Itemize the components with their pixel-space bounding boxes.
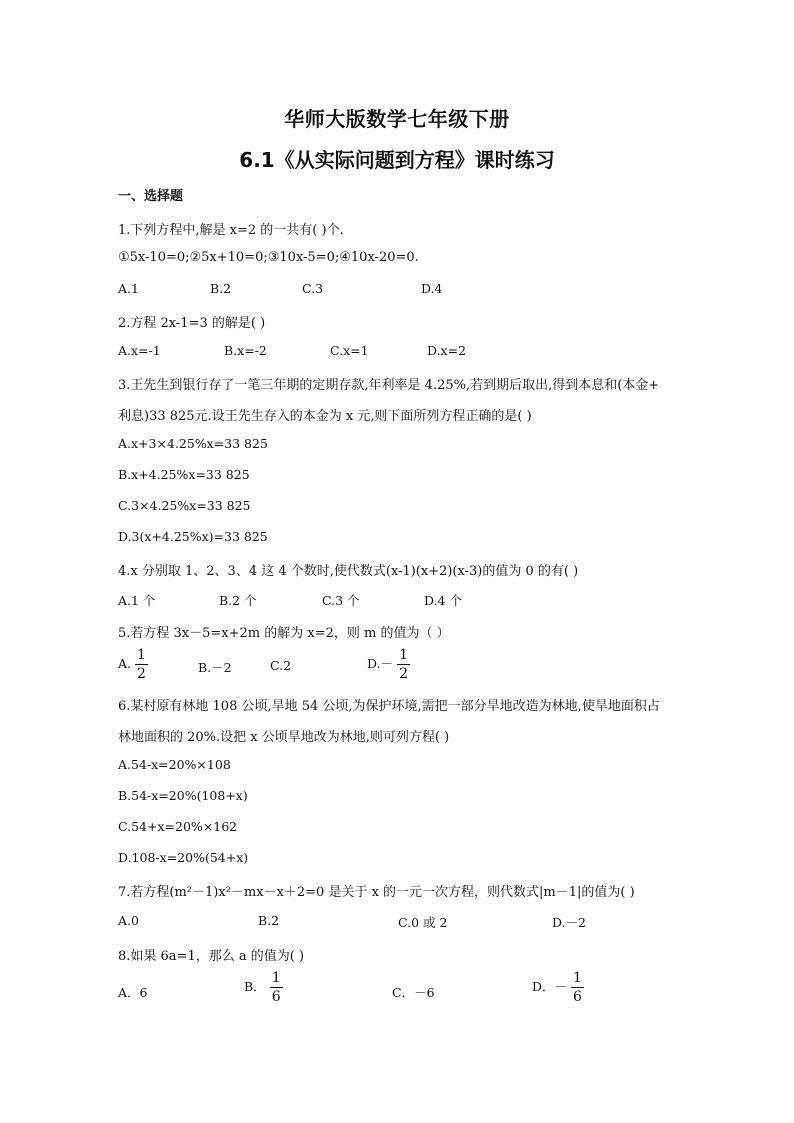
q1-option-a: A.1 — [118, 281, 139, 296]
q8-option-b — [244, 971, 283, 1004]
q4-option-b: B.2 个 — [219, 593, 257, 608]
document-subtitle: 6.1《从实际问题到方程》课时练习 — [239, 148, 555, 172]
fraction-denominator: 6 — [271, 989, 281, 1005]
q3-option-d: D.3(x+4.25%x)=33 825 — [118, 529, 268, 544]
question-6-stem-line1: 6.某村原有林地 108 公顷,旱地 54 公顷,为保护环境,需把一部分旱地改造为林地,使旱地面积占 — [118, 699, 660, 714]
section-heading: 一、选择题 — [118, 189, 184, 204]
fraction — [270, 971, 283, 1004]
q6-option-d: D.108-x=20%(54+x) — [118, 850, 249, 865]
q7-option-d: D.－2 — [552, 915, 587, 930]
q8-option-b-label: B． — [244, 979, 266, 994]
q3-option-b: B.x+4.25%x=33 825 — [118, 467, 250, 482]
q1-option-c: C.3 — [302, 281, 324, 296]
question-8-stem: 8.如果 6a=1，那么 a 的值为( ) — [118, 949, 305, 964]
question-1-stem: 1.下列方程中,解是 x=2 的一共有( )个. — [118, 223, 344, 238]
fraction — [571, 971, 584, 1004]
q4-option-c: C.3 个 — [322, 593, 360, 608]
q4-option-a: A.1 个 — [118, 593, 156, 608]
q2-option-d: D.x=2 — [427, 343, 467, 358]
fraction — [135, 648, 148, 681]
q1-option-d: D.4 — [421, 281, 443, 296]
q1-option-b: B.2 — [210, 281, 232, 296]
question-3-stem-line2: 利息)33 825元.设王先生存入的本金为 x 元,则下面所列方程正确的是( ) — [118, 409, 532, 424]
q3-option-c: C.3×4.25%x=33 825 — [118, 498, 251, 513]
question-7-stem: 7.若方程(m²－1)x²－mx－x＋2=0 是关于 x 的一元一次方程，则代数式|m－1|的值为( ) — [118, 885, 635, 900]
q5-option-c: C.2 — [270, 658, 292, 673]
q4-option-d: D.4 个 — [424, 593, 462, 608]
question-2-stem: 2.方程 2x-1=3 的解是( ) — [118, 316, 266, 331]
question-4-stem: 4.x 分别取 1、2、3、4 这 4 个数时,使代数式(x-1)(x+2)(x-3)的值为 0 的有( ) — [118, 564, 579, 579]
q7-option-b: B.2 — [258, 913, 280, 928]
q8-option-d-label: D．－ — [532, 979, 568, 994]
q6-option-c: C.54+x=20%×162 — [118, 819, 238, 834]
fraction-numerator: 1 — [137, 647, 146, 663]
fraction-numerator: 1 — [573, 970, 582, 986]
q7-option-a: A.0 — [118, 913, 139, 928]
q2-option-b: B.x=-2 — [224, 343, 267, 358]
q5-option-a — [118, 648, 148, 681]
q3-option-a: A.x+3×4.25%x=33 825 — [118, 436, 268, 451]
fraction-denominator: 6 — [573, 989, 582, 1005]
question-1-equations: ①5x-10=0;②5x+10=0;③10x-5=0;④10x-20=0. — [118, 250, 419, 265]
fraction-numerator: 1 — [399, 647, 408, 663]
q7-option-c: C.0 或 2 — [398, 915, 448, 930]
q5-option-b: B.－2 — [198, 660, 232, 675]
q8-option-d — [532, 971, 584, 1004]
q5-option-d — [367, 648, 410, 681]
document-title: 华师大版数学七年级下册 — [284, 107, 510, 131]
q5-option-d-label: D.－ — [367, 656, 394, 671]
fraction-denominator: 2 — [137, 666, 146, 682]
q6-option-a: A.54-x=20%×108 — [118, 757, 231, 772]
q8-option-a: A．6 — [118, 985, 148, 1000]
fraction — [397, 648, 410, 681]
q2-option-c: C.x=1 — [330, 343, 369, 358]
question-3-stem-line1: 3.王先生到银行存了一笔三年期的定期存款,年利率是 4.25%,若到期后取出,得到本息和(本金+ — [118, 378, 660, 393]
q6-option-b: B.54-x=20%(108+x) — [118, 788, 248, 803]
q2-option-a: A.x=-1 — [118, 343, 161, 358]
question-6-stem-line2: 林地面积的 20%.设把 x 公顷旱地改为林地,则可列方程( ) — [118, 730, 450, 745]
q8-option-c: C．－6 — [392, 985, 435, 1000]
q5-option-a-label: A. — [118, 656, 132, 671]
fraction-denominator: 2 — [399, 666, 408, 682]
fraction-numerator: 1 — [271, 970, 281, 986]
question-5-stem: 5.若方程 3x－5=x+2m 的解为 x=2，则 m 的值为（ ） — [118, 626, 450, 641]
